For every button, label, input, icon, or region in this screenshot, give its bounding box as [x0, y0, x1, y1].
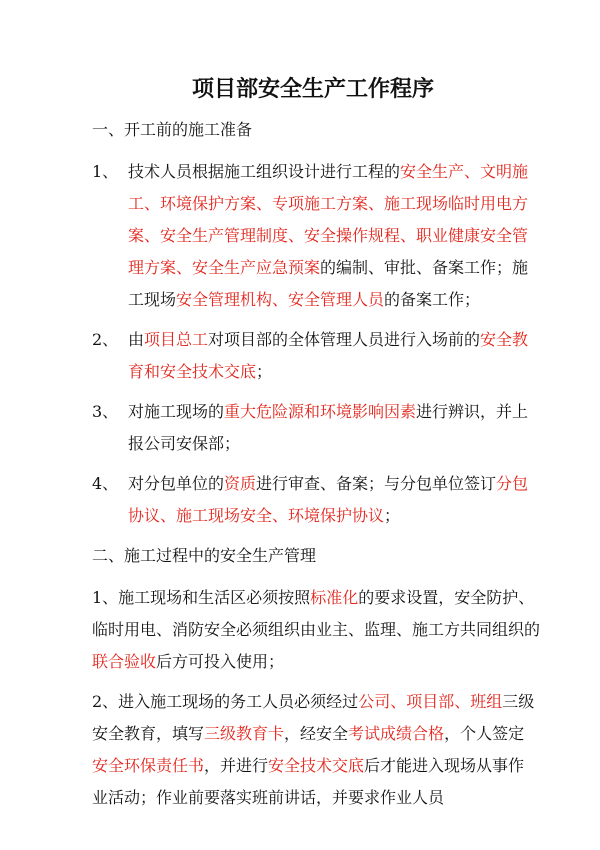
- highlighted-term: 分包协议、施工现场安全、环境保护协议: [128, 474, 529, 525]
- item-number: 4、: [92, 474, 119, 493]
- highlighted-term: 重大危险源和环境影响因素: [224, 402, 417, 421]
- paragraph-text: 技术人员根据施工组织设计进行工程的: [128, 162, 401, 181]
- highlighted-term: 安全环保责任书: [92, 756, 205, 775]
- paragraph-text: ，并进行: [204, 756, 269, 775]
- section-heading-2: 二、施工过程中的安全生产管理: [92, 546, 317, 565]
- highlighted-term: 安全管理机构、安全管理人员: [176, 290, 385, 309]
- preparation-list: [92, 156, 540, 532]
- paragraph-text: 对施工现场的: [128, 402, 225, 421]
- paragraph-text: 进行辨识，并上报公司安保部；: [128, 402, 529, 453]
- highlighted-term: 安全教育和安全技术交底: [128, 330, 529, 381]
- paragraph-text: 后才能进入现场从事作业活动；作业前要落实班前讲话，并要求作业人员: [92, 756, 525, 807]
- paragraph-text: 2、进入施工现场的务工人员必须经过: [92, 692, 359, 711]
- paragraph-text: ；: [384, 506, 401, 525]
- highlighted-term: 资质: [224, 474, 257, 493]
- paragraph-text: 1、施工现场和生活区必须按照: [92, 588, 311, 607]
- paragraph-text: 对分包单位的: [128, 474, 225, 493]
- paragraph-text: 的备案工作；: [384, 290, 481, 309]
- highlighted-term: 公司、项目部、班组: [358, 692, 503, 711]
- highlighted-term: 联合验收: [92, 652, 157, 671]
- numbered-item: [92, 156, 540, 316]
- paragraph-text: 的编制、审批、备案工作；施工现场: [128, 258, 529, 309]
- paragraph-item: [92, 686, 540, 814]
- highlighted-term: 考试成绩合格: [348, 724, 445, 743]
- numbered-item: [92, 324, 540, 388]
- item-number: 3、: [92, 402, 119, 421]
- highlighted-term: 安全技术交底: [268, 756, 365, 775]
- paragraph-text: ，个人签定: [444, 724, 525, 743]
- numbered-item: [92, 396, 540, 460]
- highlighted-term: 项目总工: [144, 330, 209, 349]
- document-title: 项目部安全生产工作程序: [191, 77, 434, 102]
- management-list: [92, 582, 540, 814]
- highlighted-term: 标准化: [310, 588, 359, 607]
- paragraph-text: 后方可投入使用；: [156, 652, 285, 671]
- paragraph-text: 对项目部的全体管理人员进行入场前的: [208, 330, 481, 349]
- paragraph-item: [92, 582, 540, 678]
- paragraph-text: ；: [256, 362, 273, 381]
- paragraph-text: 进行审查、备案；与分包单位签订: [256, 474, 497, 493]
- item-number: 2、: [92, 330, 119, 349]
- paragraph-text: ，经安全: [284, 724, 349, 743]
- highlighted-term: 安全生产、文明施工、环境保护方案、专项施工方案、施工现场临时用电方案、安全生产管理制度、安全操作规程、职业健康安全管理方案、安全生产应急预案: [128, 162, 529, 277]
- item-number: 1、: [92, 162, 119, 181]
- numbered-item: [92, 468, 540, 532]
- paragraph-text: 三级安全教育，填写: [92, 692, 535, 743]
- section-heading-1: 一、开工前的施工准备: [92, 120, 253, 139]
- paragraph-text: 的要求设置，安全防护、临时用电、消防安全必须组织由业主、监理、施工方共同组织的: [92, 588, 541, 639]
- paragraph-text: 由: [128, 330, 145, 349]
- highlighted-term: 三级教育卡: [204, 724, 285, 743]
